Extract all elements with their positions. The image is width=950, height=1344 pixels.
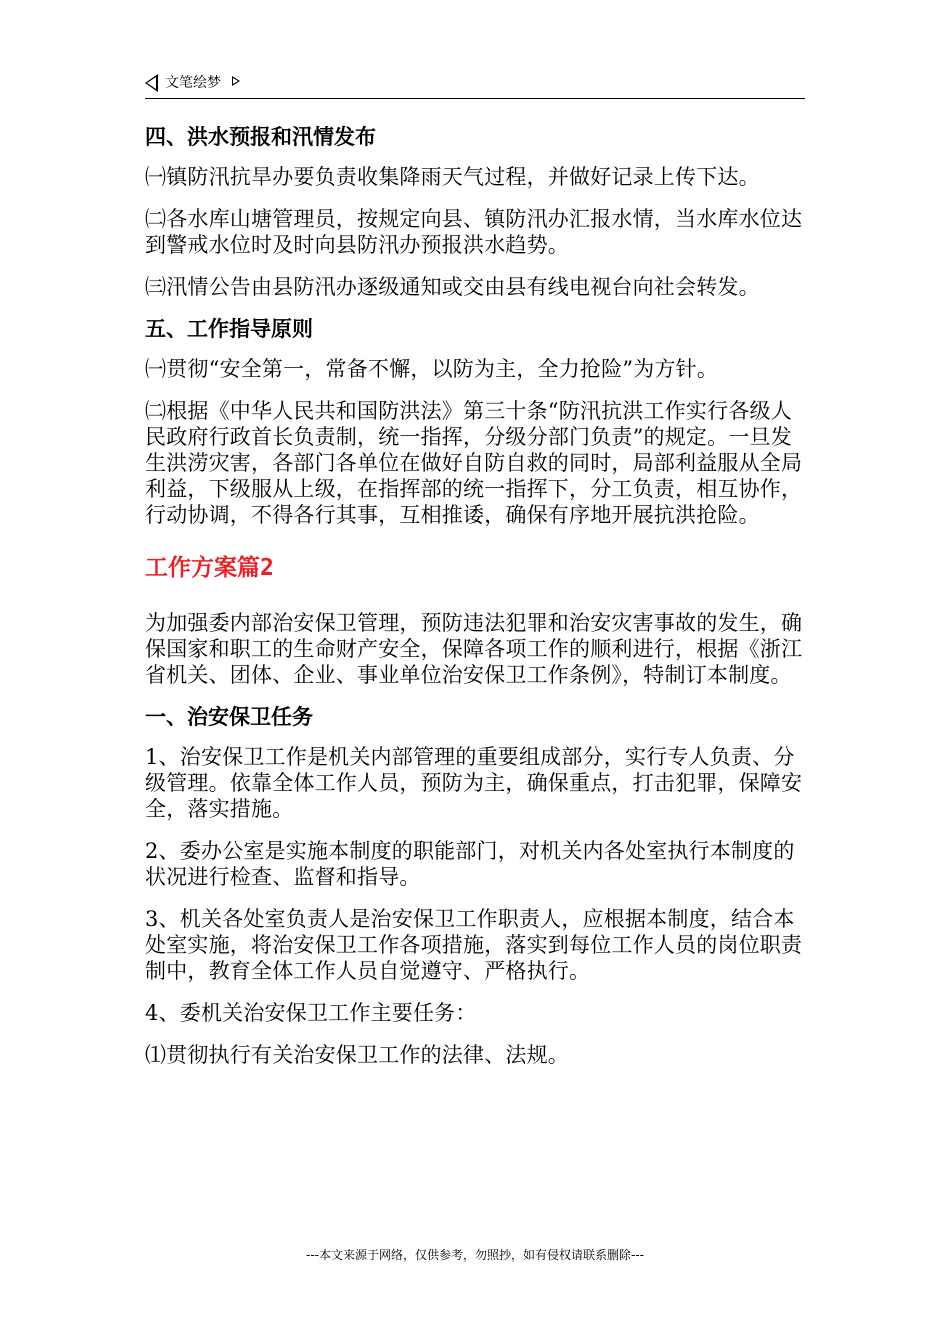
- paragraph: ⑴贯彻执行有关治安保卫工作的法律、法规。: [145, 1043, 569, 1067]
- paragraph: 2、委办公室是实施本制度的职能部门，对机关内各处室执行本制度的状况进行检查、监督和指导。: [145, 839, 795, 889]
- paragraph: 3、机关各处室负责人是治安保卫工作职责人，应根据本制度，结合本处室实施，将治安保卫工作各项措施，落实到每位工作人员的岗位职责制中，教育全体工作人员自觉遵守、严格执行。: [145, 907, 803, 983]
- site-name: 文笔绘梦: [165, 75, 221, 91]
- page-header: [145, 72, 805, 99]
- document-section-title: 工作方案篇2: [145, 555, 274, 581]
- section-heading-guiding-principles: 五、工作指导原则: [145, 317, 313, 341]
- section-heading-flood-forecast: 四、洪水预报和汛情发布: [145, 125, 376, 149]
- paragraph: ㈢汛情公告由县防汛办逐级通知或交由县有线电视台向社会转发。: [145, 275, 760, 299]
- paragraph: ㈡根据《中华人民共和国防洪法》第三十条“防汛抗洪工作实行各级人民政府行政首长负责制，统一指挥，分级分部门负责”的规定。一旦发生洪涝灾害，各部门各单位在做好自防自救的同时，局部利益服从全局利益，下级服从上级，在指挥部的统一指挥下，分工负责，相互协作，行动协调，不得各行其事，互相推诿，确保有序地开展抗洪抢险。: [145, 399, 803, 527]
- paragraph: 4、委机关治安保卫工作主要任务：: [145, 1001, 477, 1025]
- triangle-left-icon: [145, 74, 158, 92]
- paragraph: ㈡各水库山塘管理员，按规定向县、镇防汛办汇报水情，当水库水位达到警戒水位时及时向县防汛办预报洪水趋势。: [145, 207, 803, 257]
- paragraph: ㈠镇防汛抗旱办要负责收集降雨天气过程，并做好记录上传下达。: [145, 165, 760, 189]
- paragraph: ㈠贯彻“安全第一，常备不懈，以防为主，全力抢险”为方针。: [145, 357, 719, 381]
- paragraph: 1、治安保卫工作是机关内部管理的重要组成部分，实行专人负责、分级管理。依靠全体工作人员，预防为主，确保重点，打击犯罪，保障安全，落实措施。: [145, 745, 803, 821]
- triangle-right-icon: [232, 76, 240, 86]
- document-body: [145, 110, 807, 1084]
- footer-disclaimer: ---本文来源于网络，仅供参考，勿照抄，如有侵权请联系删除---: [306, 1248, 644, 1262]
- paragraph: 为加强委内部治安保卫管理，预防违法犯罪和治安灾害事故的发生，确保国家和职工的生命财产安全，保障各项工作的顺利进行，根据《浙江省机关、团体、企业、事业单位治安保卫工作条例》，特制订本制度。: [145, 611, 803, 687]
- section-heading-security-tasks: 一、治安保卫任务: [145, 705, 313, 729]
